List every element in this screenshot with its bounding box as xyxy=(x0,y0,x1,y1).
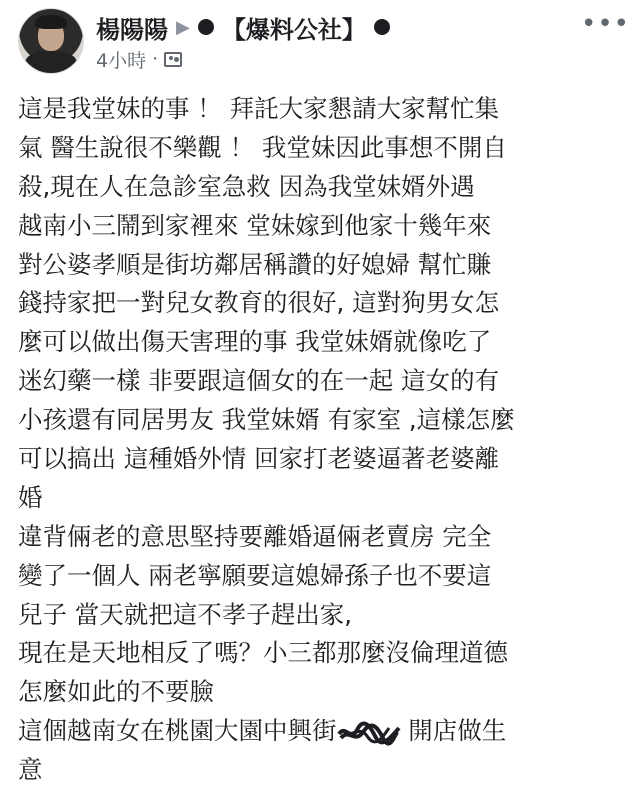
post-title-row xyxy=(96,10,390,44)
author-name[interactable]: 楊陽陽 xyxy=(96,15,168,44)
meta-separator: · xyxy=(152,48,159,70)
post-body xyxy=(18,90,630,790)
audience-group-icon[interactable] xyxy=(164,52,182,67)
post-text-fragment: 開店做生 xyxy=(400,716,507,746)
post-meta xyxy=(96,46,182,72)
post-line: 迷幻藥一樣 非要跟這個女的在一起 這女的有 xyxy=(18,366,500,396)
post-line-redacted xyxy=(18,712,630,751)
group-dot-icon-2 xyxy=(374,19,390,35)
post-line: 怎麼如此的不要臉 xyxy=(18,677,214,707)
group-name[interactable]: 【爆料公社】 xyxy=(221,15,366,44)
post-line: 違背倆老的意思堅持要離婚逼倆老賣房 完全 xyxy=(18,521,492,551)
post-text-fragment: 這個越南女在桃園大園中興街 xyxy=(18,716,337,746)
post-line: 錢持家把一對兒女教育的很好, 這對狗男女怎 xyxy=(18,288,500,318)
post-line: 可以搞出 這種婚外情 回家打老婆逼著老婆離 xyxy=(18,444,500,474)
post-line: 對公婆孝順是街坊鄰居稱讚的好媳婦 幫忙賺 xyxy=(18,249,492,279)
author-avatar[interactable] xyxy=(18,8,84,74)
redaction-scribble xyxy=(337,719,401,745)
post-line: 麼可以做出傷天害理的事 我堂妹婿就像吃了 xyxy=(18,327,492,357)
post-header xyxy=(0,0,644,80)
more-options-button[interactable]: ••• xyxy=(580,9,630,39)
post-line: 越南小三鬧到家裡來 堂妹嫁到他家十幾年來 xyxy=(18,210,492,240)
group-dot-icon xyxy=(198,19,214,35)
post-line: 現在是天地相反了嗎？小三都那麼沒倫理道德 xyxy=(18,638,508,668)
post-line: 意 xyxy=(18,755,43,785)
post-line: 兒子 當天就把這不孝子趕出家, xyxy=(18,599,353,629)
post-line: 殺,現在人在急診室急救 因為我堂妹婿外遇 xyxy=(18,171,475,201)
post-line: 變了一個人 兩老寧願要這媳婦孫子也不要這 xyxy=(18,560,492,590)
post-line: 氣 醫生說很不樂觀 ！ 我堂妹因此事想不開自 xyxy=(18,132,507,162)
arrow-right-icon: ▶ xyxy=(176,16,190,38)
post-line: 小孩還有同居男友 我堂妹婿 有家室 ,這樣怎麼 xyxy=(18,405,515,435)
post-line: 這是我堂妹的事 ！ 拜託大家懇請大家幫忙集 xyxy=(18,94,500,123)
post-line: 婚 xyxy=(18,482,43,512)
post-timestamp[interactable]: 4小時 xyxy=(96,49,147,72)
